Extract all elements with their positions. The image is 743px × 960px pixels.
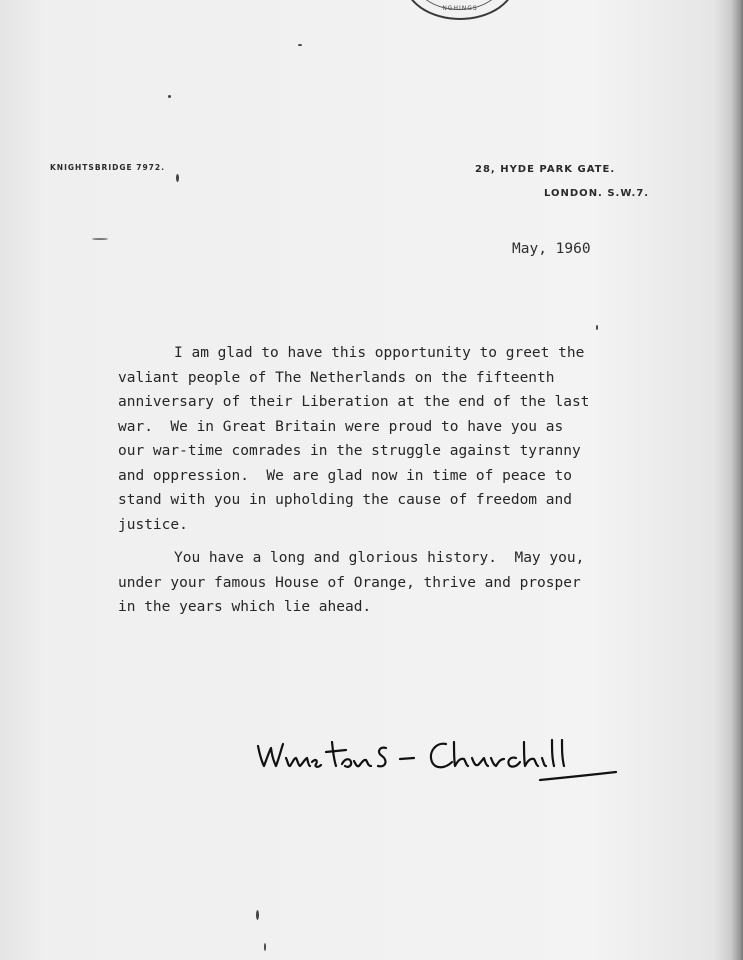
letterhead-phone: KNIGHTSBRIDGE 7972. [50,163,165,172]
letterhead-address-line2: LONDON. S.W.7. [544,188,650,199]
body-line: valiant people of The Netherlands on the fifteenth [118,369,555,386]
body-line: our war-time comrades in the struggle against tyranny [118,443,581,459]
paper-speck [264,943,266,951]
paper-speck [176,174,179,182]
paper-speck [256,910,259,920]
page-edge-shadow [731,0,743,960]
paragraph-1 [118,341,718,537]
paper-speck [298,44,302,46]
ink-stamp [404,0,516,20]
body-line: You have a long and glorious history. May you, [174,550,585,566]
signature-text [250,795,252,796]
body-line: war. We in Great Britain were proud to have you as [118,418,564,435]
handwritten-signature [250,728,620,798]
body-line: justice. [118,516,188,533]
body-line: anniversary of their Liberation at the end of the last [118,394,590,410]
body-line: I am glad to have this opportunity to greet the [174,345,585,361]
paper-speck [596,325,598,330]
letter-body [118,341,718,620]
letterhead-address-line1: 28, HYDE PARK GATE. [475,164,616,175]
ink-stamp-text: NGHINGS [442,5,478,12]
body-line: stand with you in upholding the cause of freedom and [118,492,572,508]
body-line: and oppression. We are glad now in time of peace to [118,467,572,484]
paper-speck [92,238,108,240]
paragraph-2 [118,546,718,620]
body-line: in the years which lie ahead. [118,599,372,615]
paper-speck [168,95,171,98]
body-line: under your famous House of Orange, thrive and prosper [118,574,581,591]
letter-date: May, 1960 [512,241,591,257]
